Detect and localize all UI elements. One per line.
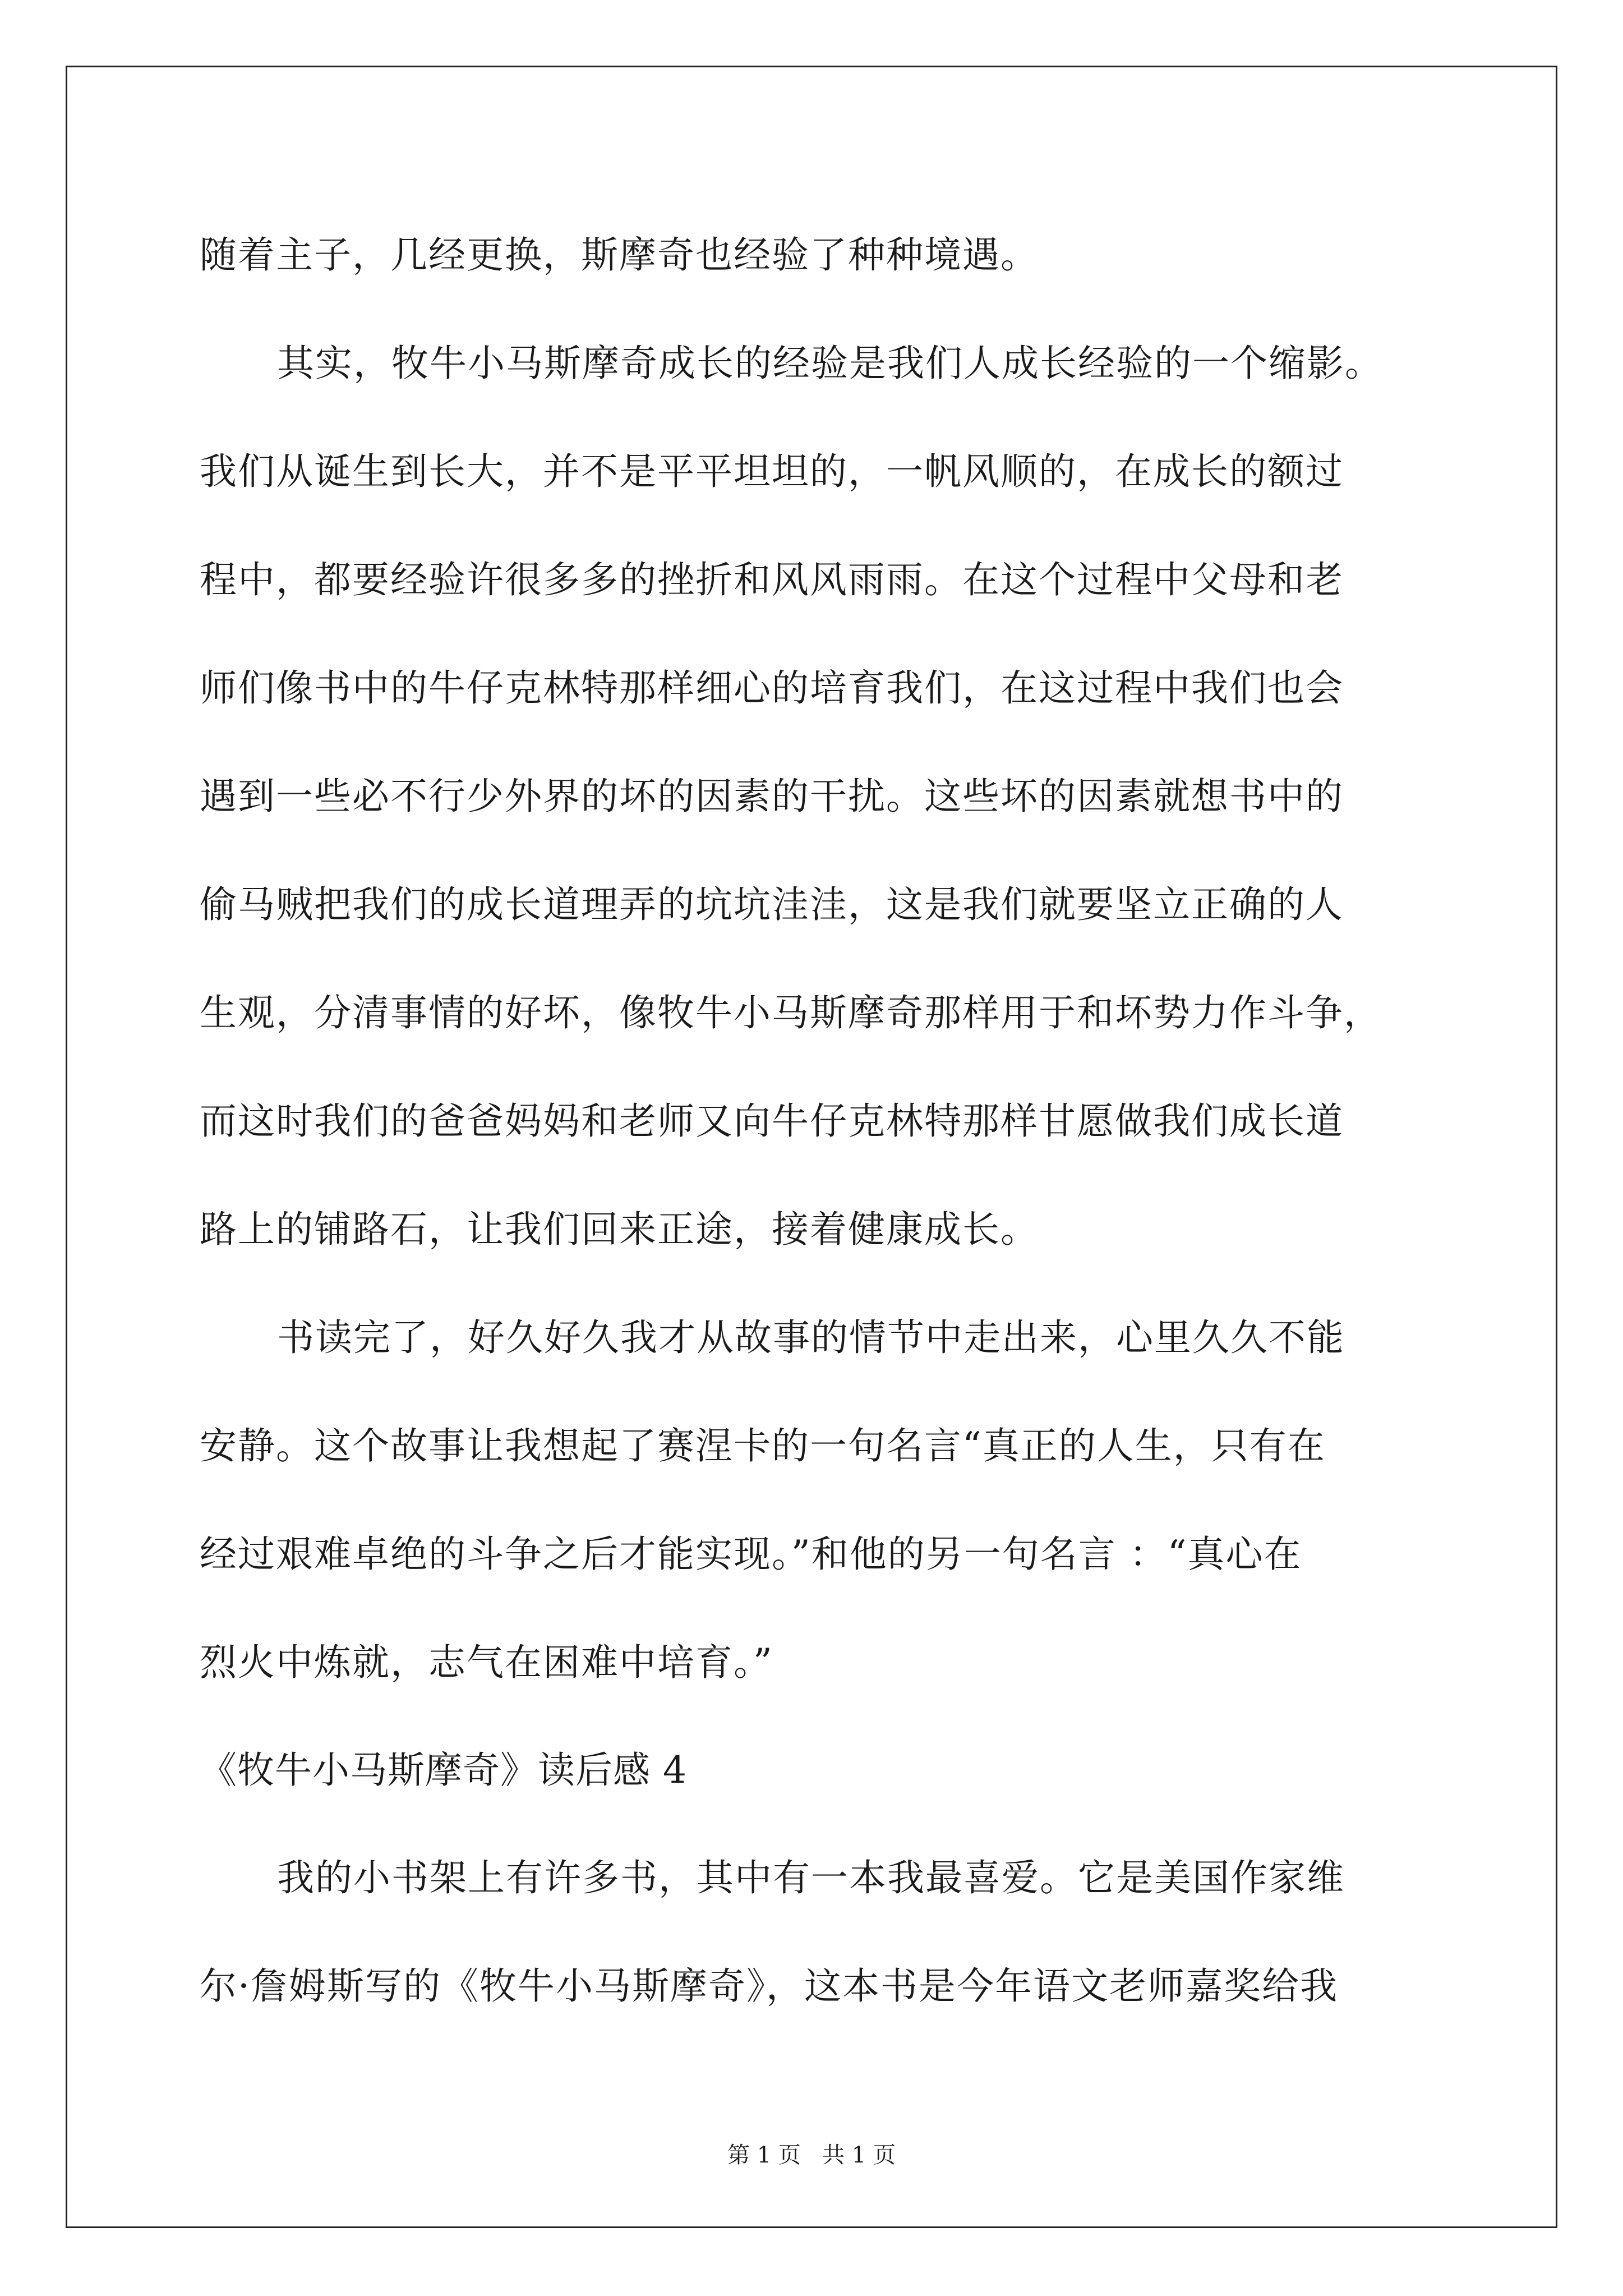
text-line-10: 路上的铺路石，让我们回来正途，接着健康成长。 xyxy=(200,1208,1039,1251)
text-line-7: 偷马贼把我们的成长道理弄的坑坑洼洼，这是我们就要坚立正确的人 xyxy=(200,883,1344,926)
text-line-11: 书读完了，好久好久我才从故事的情节中走出来，心里久久不能 xyxy=(277,1316,1345,1359)
text-line-14: 烈火中炼就，志气在困难中培育。” xyxy=(200,1641,773,1684)
text-line-13: 经过艰难卓绝的斗争之后才能实现。”和他的另一句名言 ：“真心在 xyxy=(200,1533,1302,1576)
text-line-12: 安静。这个故事让我想起了赛涅卡的一句名言“真正的人生，只有在 xyxy=(200,1424,1326,1467)
text-line-16: 我的小书架上有许多书，其中有一本我最喜爱。它是美国作家维 xyxy=(277,1856,1345,1899)
text-line-5: 师们像书中的牛仔克林特那样细心的培育我们，在这过程中我们也会 xyxy=(200,666,1344,710)
document-body xyxy=(200,201,1433,2040)
text-line-1: 随着主子，几经更换，斯摩奇也经验了种种境遇。 xyxy=(200,233,1039,277)
text-line-4: 程中，都要经验许很多多的挫折和风风雨雨。在这个过程中父母和老 xyxy=(200,558,1344,601)
page-footer: 第 1 页 共 1 页 xyxy=(727,2142,896,2168)
section-heading: 《牧牛小马斯摩奇》读后感 4 xyxy=(200,1749,687,1792)
text-line-6: 遇到一些必不行少外界的坏的因素的干扰。这些坏的因素就想书中的 xyxy=(200,775,1344,818)
text-line-3: 我们从诞生到长大，并不是平平坦坦的，一帆风顺的，在成长的额过 xyxy=(200,450,1344,493)
text-line-9: 而这时我们的爸爸妈妈和老师又向牛仔克林特那样甘愿做我们成长道 xyxy=(200,1099,1344,1143)
text-line-2: 其实，牧牛小马斯摩奇成长的经验是我们人成长经验的一个缩影。 xyxy=(277,342,1383,385)
text-line-8: 生观，分清事情的好坏，像牧牛小马斯摩奇那样用于和坏势力作斗争， xyxy=(200,991,1382,1034)
text-line-17: 尔·詹姆斯写的《牧牛小马斯摩奇》，这本书是今年语文老师嘉奖给我 xyxy=(200,1964,1338,2008)
